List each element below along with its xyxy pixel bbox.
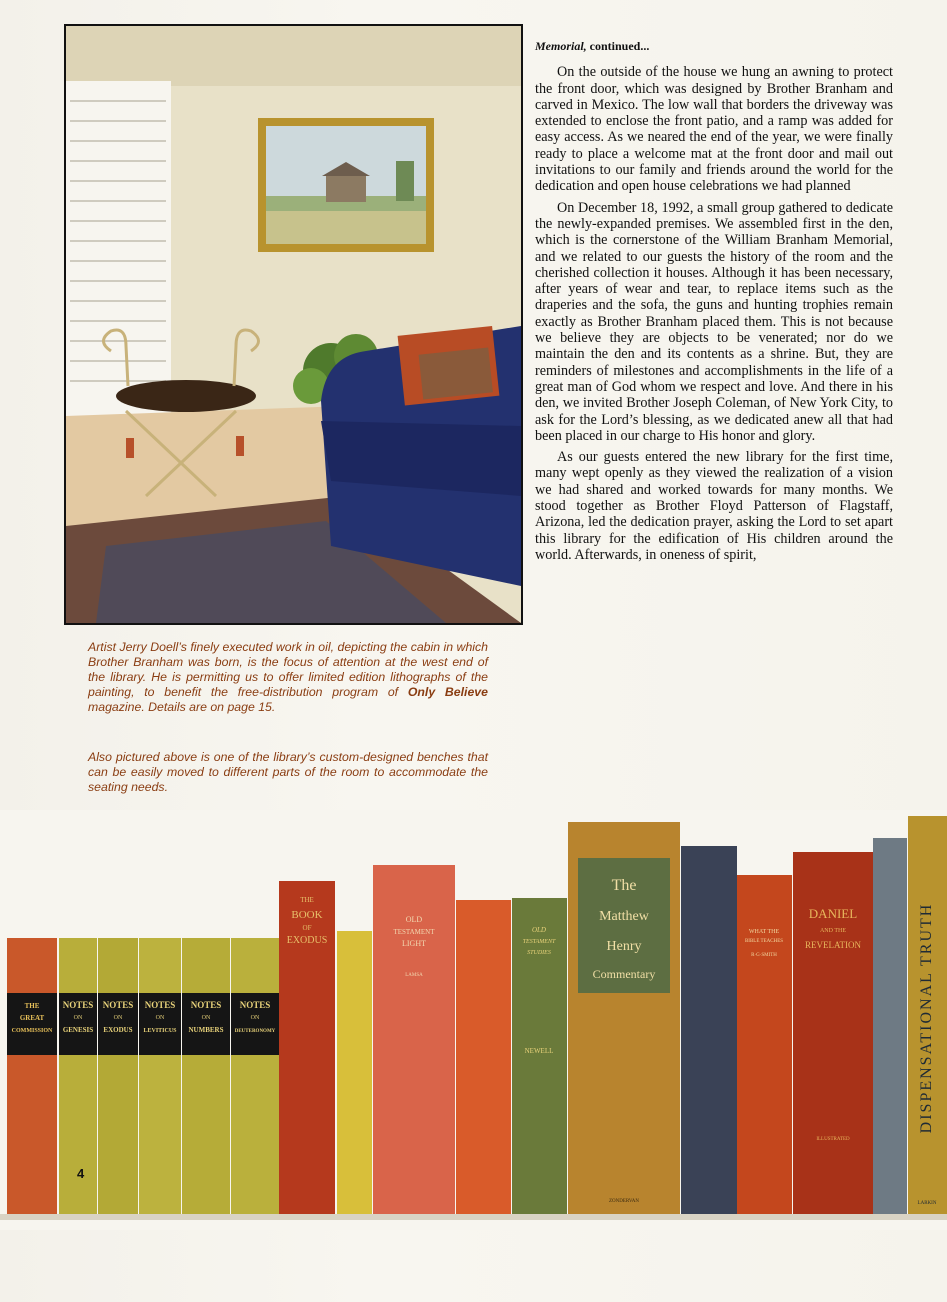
book-label: The [611, 877, 637, 894]
article-paragraph: On December 18, 1992, a small group gathered to dedicate the newly-expanded premises. We assembled first in the den, which is the cornerstone of the William Branham Memorial, and we related to our guests the history of the room and the cherished collection it houses. Although it has been necessary, after years of wear and tear, to replace items such as the draperies and the sofa, the guns and hunting trophies remain exactly as Brother Branham placed them. This is not because we believe they are objects to be venerated; nor do we maintain the den and its contents as a shrine. But, they are reminders of milestones and accomplishments in the life of a great man of God whom we respect and love. And there in his den, we invited Brother Joseph Coleman, of New York City, to ask for the Lord’s blessing, as we dedicated anew all that had been placed in our charge to His honor and glory. [535, 199, 893, 444]
book-label: R·G·SMITH [751, 953, 777, 958]
book-label: DANIEL [808, 906, 858, 921]
book-label: ILLUSTRATED [816, 1137, 850, 1142]
continued-suffix: continued... [586, 39, 650, 53]
page-number: 4 [77, 1166, 85, 1181]
book-label: LIGHT [402, 939, 426, 948]
book-orange [456, 900, 511, 1214]
book-label: EXODUS [286, 935, 328, 946]
article-body [535, 38, 893, 568]
book-label: ON [155, 1015, 165, 1021]
continued-heading [535, 38, 893, 54]
library-photo [64, 24, 523, 625]
book-old-testament-light [373, 865, 455, 1214]
book-label: ZONDERVAN [608, 1199, 640, 1204]
book-yellow [337, 931, 372, 1214]
book-label: NOTES [239, 1000, 271, 1010]
book-grey [873, 838, 907, 1214]
book-label: NEWELL [524, 1047, 554, 1055]
book-label: OF [302, 924, 312, 932]
continued-title: Memorial, [535, 39, 587, 53]
book-label: OLD [405, 915, 423, 924]
book-of-exodus [279, 881, 335, 1214]
book-label: Commentary [592, 967, 656, 981]
article-paragraph: As our guests entered the new library for the first time, many wept openly as they viewed the realization of a vision we had shared and worked towards for many months. We stood together as Brother Floyd Patterson of Flagstaff, Arizona, led the dedication prayer, asking the Lord to set apart this library for the edification of His children around the world. Afterwards, in oneness of spirit, [535, 449, 893, 563]
book-notes-numbers [182, 938, 230, 1214]
magazine-title: Only Believe [407, 685, 488, 699]
article-paragraph: On the outside of the house we hung an awning to protect the front door, which was designed by Brother Branham and carved in Mexico. The low wall that borders the driveway was extended to enclose the front patio, and a ramp was added for easy access. As we neared the end of the year, we were finally ready to place a welcome mat at the front door and mail out invitations to our family and friends around the world for the dedication and open house celebrations we had planned [535, 64, 893, 195]
caption-text-end: magazine. Details are on page 15. [88, 700, 276, 714]
book-label: LEVITICUS [143, 1028, 177, 1034]
caption-text: Artist Jerry Doell’s finely executed work in oil, depicting the cabin in which Brother Branham was born, is the focus of attention at the west end of the library. He is permitting us to offer limited edition lithographs of the painting, to benefit the free-distribution program of [88, 640, 488, 699]
book-notes-deuteronomy [231, 938, 279, 1214]
book-label: DEUTERONOMY [234, 1029, 276, 1034]
book-label: TESTAMENT [522, 939, 556, 945]
book-label: NOTES [190, 1000, 222, 1010]
book-label: WHAT THE [748, 929, 780, 935]
book-label: DISPENSATIONAL TRUTH [918, 902, 935, 1134]
book-label: BIBLE TEACHES [744, 939, 784, 944]
photo-caption-bench: Also pictured above is one of the library’s custom-designed benches that can be easily moved to different parts of the room to accommodate the seating needs. [88, 750, 488, 794]
book-old-testament-studies [512, 898, 567, 1214]
book-label: LARKIN [917, 1201, 937, 1206]
book-great-commission [7, 938, 57, 1214]
book-label: AND THE [819, 928, 847, 934]
book-label: REVELATION [805, 940, 861, 950]
book-notes-exodus [98, 938, 138, 1214]
book-label: LAMSA [405, 973, 423, 978]
book-slate [681, 846, 737, 1214]
book-label: COMMISSION [11, 1028, 53, 1034]
book-label: THE [300, 896, 314, 904]
book-label: ON [113, 1015, 123, 1021]
book-dispensational-truth [908, 816, 947, 1214]
book-label: OLD [531, 926, 547, 934]
library-room-image [66, 26, 521, 623]
book-label: NOTES [102, 1000, 134, 1010]
book-label: TESTAMENT [393, 928, 435, 936]
book-what-the-bible-teaches [737, 875, 792, 1214]
book-label: Matthew [599, 909, 649, 924]
book-label: ON [201, 1015, 211, 1021]
book-label: BOOK [291, 909, 323, 921]
book-notes-leviticus [139, 938, 181, 1214]
book-label: ON [73, 1015, 83, 1021]
book-label: NOTES [144, 1000, 176, 1010]
book-label: Henry [606, 939, 642, 954]
book-label: NOTES [62, 1000, 94, 1010]
book-daniel-and-the-revelation [793, 852, 873, 1214]
book-label: THE [24, 1002, 40, 1010]
book-label: STUDIES [527, 950, 551, 956]
bookshelf-illustration [0, 810, 947, 1230]
book-label: EXODUS [103, 1026, 133, 1034]
book-label: ON [250, 1015, 260, 1021]
book-matthew-henry-commentary [568, 822, 680, 1214]
book-label: GENESIS [62, 1026, 94, 1034]
book-label: NUMBERS [188, 1026, 224, 1034]
book-label: GREAT [19, 1014, 45, 1022]
photo-caption-main [88, 640, 488, 715]
shelf-base [0, 1214, 947, 1220]
